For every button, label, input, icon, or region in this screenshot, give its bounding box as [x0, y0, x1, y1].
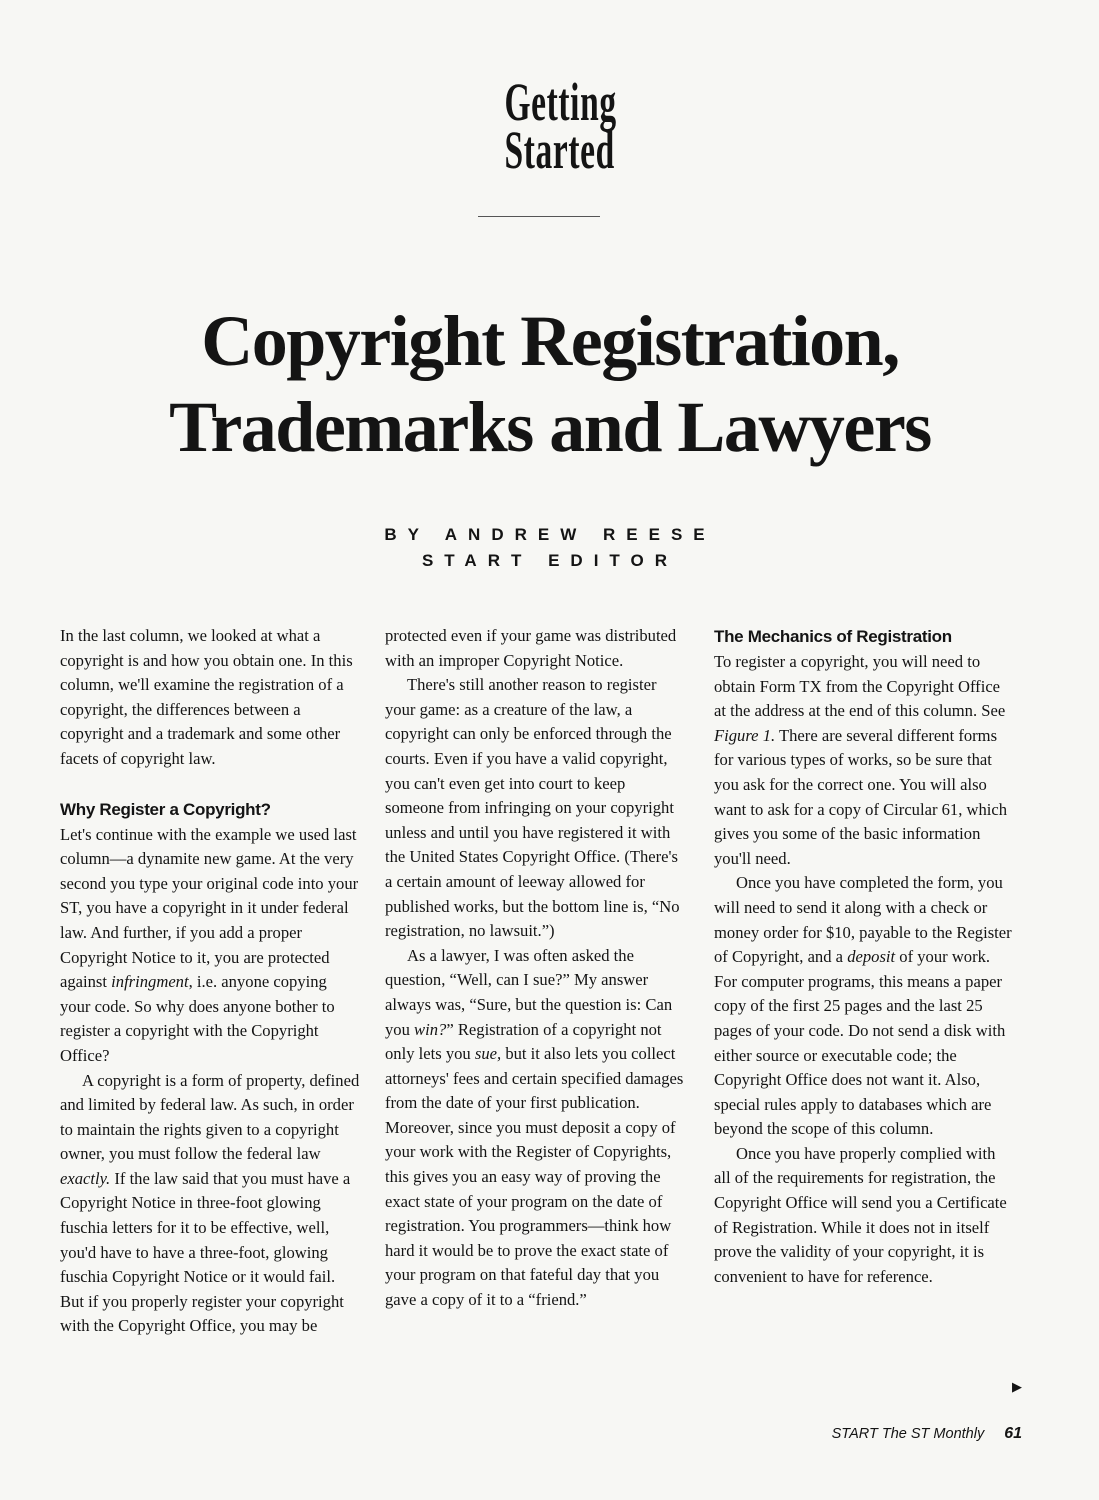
paragraph: To register a copyright, you will need to obtain Form TX from the Copyright Office at the address at the end of this column. See Figure 1. There are several different forms for various types of works, so be sure that you ask for the correct one. You will also want to ask for a copy of Circular 61, which gives you some of the basic information you'll need. — [714, 652, 1008, 868]
paragraph: In the last column, we looked at what a copyright is and how you obtain one. In this column, we'll examine the registration of a copyright, the differences between a copyright and a trademark and some other facets of copyright law. — [60, 626, 353, 768]
column-2 — [385, 624, 685, 1313]
paragraph: protected even if your game was distributed with an improper Copyright Notice. — [385, 626, 677, 670]
column-3 — [714, 624, 1014, 1289]
byline — [330, 522, 770, 574]
article-title — [60, 298, 1040, 470]
paragraph: As a lawyer, I was often asked the question, “Well, can I sue?” My answer always was, “Sure, but the question is: Can you win?” Registration of a copyright not only lets you sue, but it also lets you collect attorneys' fees and certain specified damages from the date of your first publication. Moreover, since you must deposit a copy of your work with the Register of Copyrights, this gives you an easy way of proving the exact state of your program on the date of registration. You programmers—think how hard it would be to prove the exact state of your program on that fateful day that you gave a copy of it to a “friend.” — [385, 945, 684, 1310]
article-title-line1: Copyright Registration, — [201, 301, 899, 381]
continue-arrow-icon: ▶ — [1012, 1379, 1022, 1394]
section-heading — [504, 72, 617, 180]
subheading-why-register: Why Register a Copyright? — [60, 799, 271, 819]
paragraph: There's still another reason to register your game: as a creature of the law, a copyright can only be enforced through the courts. Even if you have a valid copyright, you can't even get into court to keep someone from infringing on your copyright unless and until you have registered it with the United States Copyright Office. (There's a certain amount of leeway allowed for published works, but the bottom line is, “No registration, no lawsuit.”) — [385, 675, 680, 941]
paragraph: A copyright is a form of property, defined and limited by federal law. As such, in order to maintain the rights given to a copyright owner, you must follow the federal law exactly. If the law said that you must have a Copyright Notice in three-foot glowing fuschia letters for it to be effective, well, you'd have to have a three-foot, glowing fuschia Copyright Notice or it would fail. But if you properly register your copyright with the Copyright Office, you may be — [60, 1070, 360, 1336]
article-title-line2: Trademarks and Lawyers — [169, 387, 931, 467]
section-heading-line1: Getting — [504, 72, 617, 132]
page-number: 61 — [1004, 1425, 1022, 1442]
section-heading-line2: Started — [504, 120, 615, 180]
publication-name: START The ST Monthly — [831, 1426, 985, 1442]
subheading-mechanics: The Mechanics of Registration — [714, 627, 952, 646]
column-1 — [60, 624, 360, 1339]
page-footer — [760, 1424, 1022, 1444]
byline-author: BY ANDREW REESE — [384, 525, 716, 544]
paragraph: Let's continue with the example we used last column—a dynamite new game. At the very second you type your original code into your ST, you have a copyright in it under federal law. And further, if you add a proper Copyright Notice to it, you are protected against infringment, i.e. anyone copying your code. So why does anyone bother to register a copyright with the Copyright Office? — [60, 824, 359, 1065]
paragraph: Once you have properly complied with all of the requirements for registration, the Copyright Office will send you a Certificate of Registration. While it does not in itself prove the validity of your copyright, it is convenient to have for reference. — [714, 1143, 1007, 1286]
byline-role: START EDITOR — [421, 551, 679, 570]
paragraph: Once you have completed the form, you will need to send it along with a check or money order for $10, payable to the Register of Copyright, and a deposit of your work. For computer programs, this means a paper copy of the first 25 pages and the last 25 pages of your code. Do not send a disk with either source or executable code; the Copyright Office does not want it. Also, special rules apply to databases which are beyond the scope of this column. — [714, 873, 1012, 1139]
section-divider — [478, 216, 600, 217]
